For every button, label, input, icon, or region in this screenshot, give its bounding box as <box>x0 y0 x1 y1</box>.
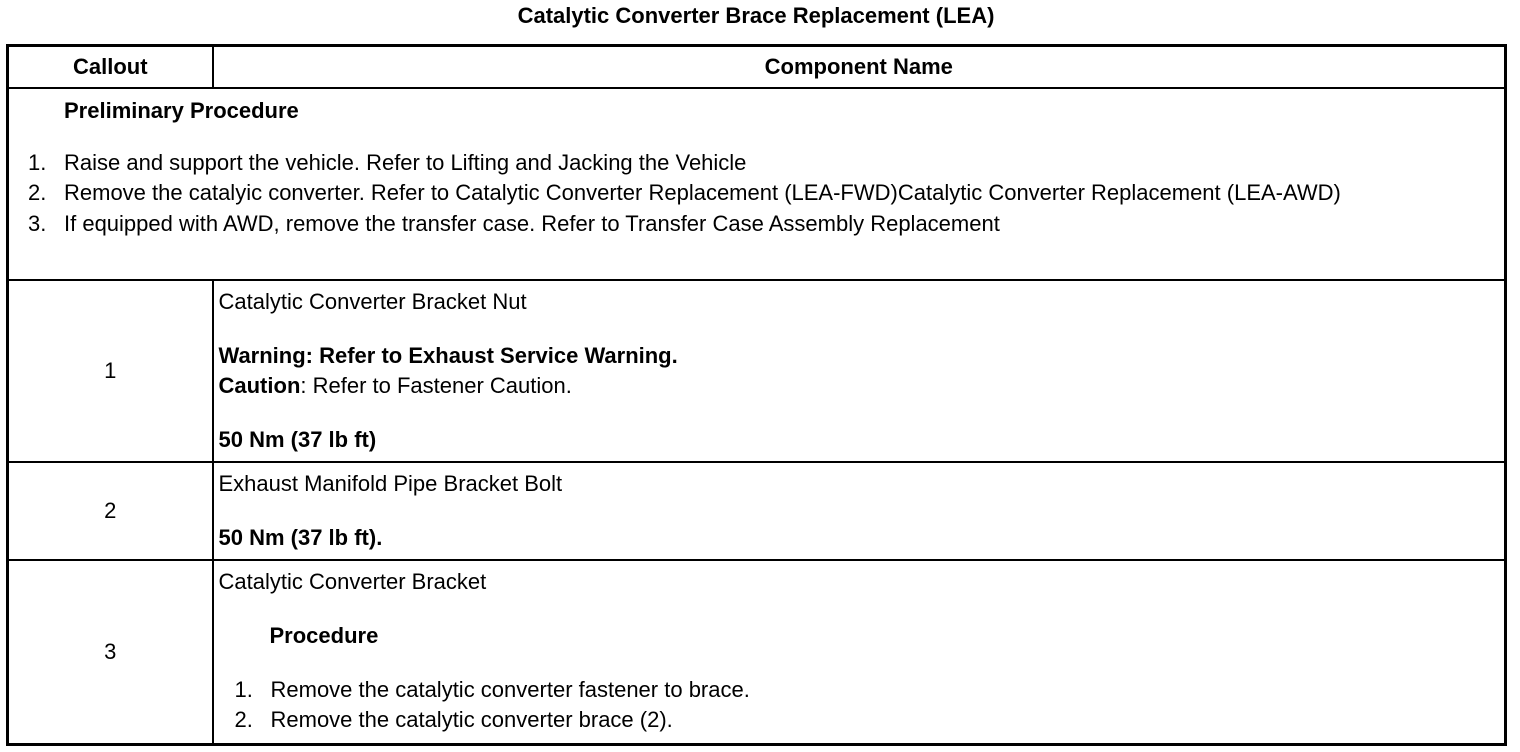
list-item <box>9 208 1504 239</box>
preliminary-heading: Preliminary Procedure <box>64 98 299 123</box>
component-cell <box>213 280 1506 462</box>
step-text: Remove the catalytic converter brace (2). <box>270 707 673 732</box>
list-item <box>219 675 1505 705</box>
preliminary-procedure <box>8 88 1506 280</box>
component-cell <box>213 462 1506 560</box>
torque-spec: 50 Nm (37 lb ft). <box>218 525 383 550</box>
page-title: Catalytic Converter Brace Replacement (LEA) <box>517 3 995 28</box>
preliminary-row <box>8 88 1506 280</box>
torque-spec: 50 Nm (37 lb ft) <box>218 427 377 452</box>
step-text: Remove the catalytic converter fastener to brace. <box>270 677 750 702</box>
caution-text: : Refer to Fastener Caution. <box>300 373 572 398</box>
list-item <box>9 178 1504 208</box>
step-text: Remove the catalyic converter. Refer to Catalytic Converter Replacement (LEA-FWD)Catalytic Converter Replacement (LEA-AWD) <box>64 180 1341 205</box>
step-number: 2. <box>28 180 47 205</box>
step-text: Raise and support the vehicle. Refer to Lifting and Jacking the Vehicle <box>64 150 747 175</box>
component-name: Catalytic Converter Bracket Nut <box>218 289 527 314</box>
caution-label: Caution <box>218 373 301 398</box>
callout-header: Callout <box>8 46 213 89</box>
component-cell <box>213 560 1506 745</box>
step-number: 2. <box>234 707 253 732</box>
table-row <box>8 560 1506 745</box>
warning-text: Warning: Refer to Exhaust Service Warning. <box>218 343 678 368</box>
callout-number: 1 <box>8 280 213 462</box>
table-row <box>8 280 1506 462</box>
step-text: If equipped with AWD, remove the transfer case. Refer to Transfer Case Assembly Replacement <box>64 211 1000 236</box>
preliminary-steps <box>9 147 1504 239</box>
procedure-heading: Procedure <box>269 623 379 648</box>
procedure-table <box>6 44 1507 746</box>
component-name-header: Component Name <box>213 46 1506 89</box>
callout-number: 2 <box>8 462 213 560</box>
callout-number: 3 <box>8 560 213 745</box>
procedure-steps <box>219 675 1505 735</box>
list-item <box>9 147 1504 178</box>
step-number: 3. <box>28 211 47 236</box>
step-number: 1. <box>28 150 47 175</box>
component-name: Catalytic Converter Bracket <box>218 569 487 594</box>
component-name: Exhaust Manifold Pipe Bracket Bolt <box>218 471 563 496</box>
table-header-row <box>8 46 1506 89</box>
caution-line <box>219 371 1505 401</box>
list-item <box>219 705 1505 735</box>
step-number: 1. <box>234 677 253 702</box>
table-row <box>8 462 1506 560</box>
